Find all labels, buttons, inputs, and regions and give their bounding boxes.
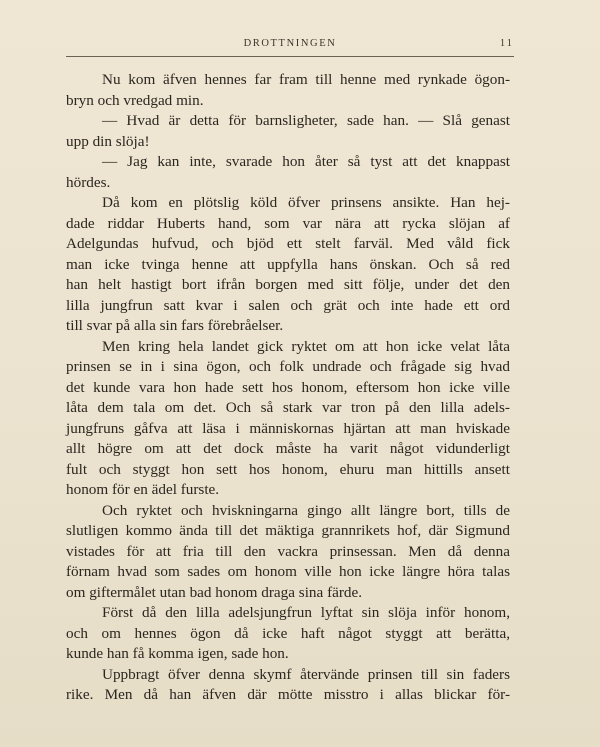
- text-line: Först då den lilla adelsjungfrun lyftat sin slöja inför honom,: [102, 604, 510, 621]
- text-line: bryn och vredgad min.: [66, 91, 204, 109]
- text-line: Men kring hela landet gick ryktet om att hon icke velat låta: [102, 337, 510, 355]
- text-line: kunde han få komma igen, sade hon.: [66, 645, 289, 662]
- text-line: Adelgundas hufvud, och bjöd ett stelt farväl. Med våld fick: [66, 235, 510, 252]
- text-line: låta dem tala om det. Och så stark var tron på den lilla adels-: [66, 399, 510, 416]
- text-line: upp din slöja!: [66, 132, 150, 150]
- page-number: 11: [499, 38, 514, 49]
- page-header: [66, 38, 514, 56]
- text-line: Uppbragt öfver denna skymf återvände prinsen till sin faders: [102, 665, 510, 683]
- text-line: förnam hvad som sades om honom ville hon icke längre höra talas: [66, 563, 510, 580]
- text-line: till svar på alla sin fars förebråelser.: [66, 317, 284, 334]
- text-line: jungfruns gåfva att läsa i människornas hjärtan att man hviskade: [66, 419, 510, 437]
- running-title: DROTTNINGEN: [243, 38, 337, 49]
- text-line: — Hvad är detta för barnsligheter, sade han. — Slå genast: [102, 112, 510, 129]
- text-line: han helt hastigt bort ifrån borgen med sitt följe, under det den: [66, 276, 510, 293]
- text-line: om giftermålet utan bad honom draga sina färde.: [66, 583, 363, 601]
- text-line: — Jag kan inte, svarade hon åter så tyst att det knappast: [102, 153, 510, 170]
- text-line: fult och styggt hon sett hos honom, ehuru man hittills ansett: [66, 460, 510, 478]
- text-line: rike. Men då han äfven där mötte misstro i allas blickar för-: [66, 686, 510, 703]
- text-line: dade riddar Huberts hand, som var nära att rycka slöjan af: [66, 214, 510, 232]
- text-line: hördes.: [66, 173, 111, 191]
- text-line: lilla jungfrun satt kvar i salen och grät och inte hade ett ord: [66, 296, 510, 314]
- text-line: det kunde vara hon hade sett hos honom, eftersom hon icke ville: [66, 378, 510, 396]
- text-line: slutligen kommo ända till det mäktiga grannrikets hof, där Sigmund: [66, 522, 510, 539]
- text-line: och om hennes ögon då icke haft något styggt att berätta,: [66, 624, 510, 642]
- text-line: man icke tvinga henne att uppfylla hans önskan. Och så red: [66, 255, 510, 273]
- text-line: Nu kom äfven hennes far fram till henne med rynkade ögon-: [102, 71, 510, 88]
- text-line: allt högre om att det dock måste ha varit något vidunderligt: [66, 440, 510, 457]
- body-text: [66, 70, 510, 706]
- text-line: vistades för att fria till den vackra prinsessan. Men då denna: [66, 542, 510, 560]
- text-line: prinsen se in i sina ögon, och folk undrade och frågade sig hvad: [66, 358, 510, 375]
- text-line: honom för en ädel furste.: [66, 481, 220, 498]
- text-line: Och ryktet och hviskningarna gingo allt längre bort, tills de: [102, 501, 510, 519]
- header-rule: [66, 56, 514, 57]
- text-line: Då kom en plötslig köld öfver prinsens ansikte. Han hej-: [102, 194, 510, 211]
